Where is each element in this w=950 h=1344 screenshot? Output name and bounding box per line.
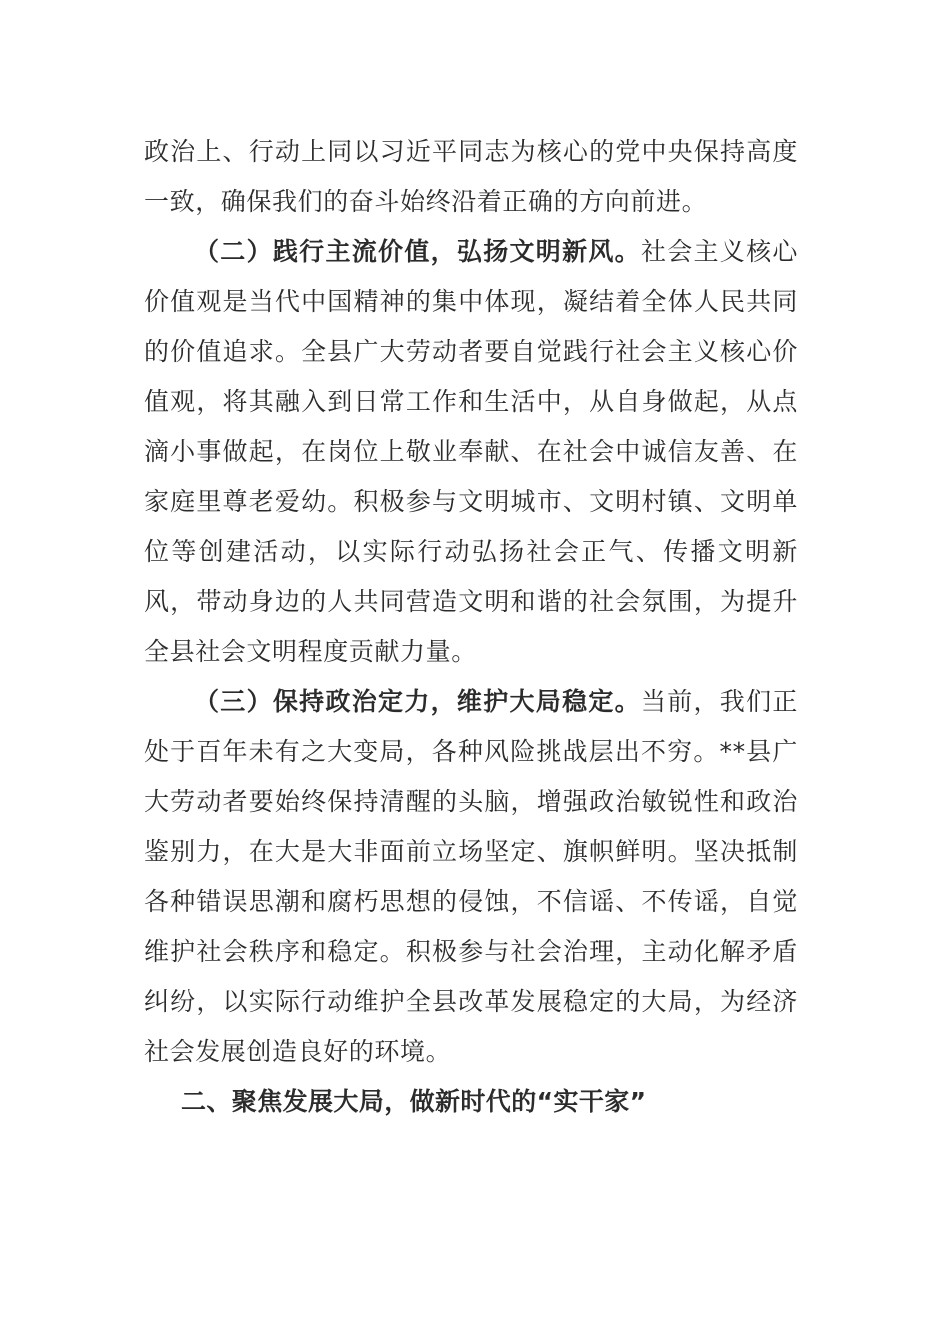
section-heading: 二、聚焦发展大局，做新时代的“实干家” bbox=[181, 1087, 647, 1116]
paragraph-heading: （三）保持政治定力，维护大局稳定。 bbox=[194, 687, 641, 716]
paragraph-text: 社会主义核心价值观是当代中国精神的集中体现，凝结着全体人民共同的价值追求。全县广大劳动者要自觉践行社会主义核心价值观，将其融入到日常工作和生活中，从自身做起，从点滴小事做起，在岗位上敬业奉献、在社会中诚信友善、在家庭里尊老爱幼。积极参与文明城市、文明村镇、文明单位等创建活动，以实际行动弘扬社会正气、传播文明新风，带动身边的人共同营造文明和谐的社会氛围，为提升全县社会文明程度贡献力量。 bbox=[144, 237, 798, 666]
paragraph-practice-values bbox=[144, 227, 798, 677]
paragraph-heading: （二）践行主流价值，弘扬文明新风。 bbox=[194, 237, 641, 266]
paragraph-continuation bbox=[144, 127, 798, 227]
paragraph-text: 当前，我们正处于百年未有之大变局，各种风险挑战层出不穷。**县广大劳动者要始终保持清醒的头脑，增强政治敏锐性和政治鉴别力，在大是大非面前立场坚定、旗帜鲜明。坚决抵制各种错误思潮和腐朽思想的侵蚀，不信谣、不传谣，自觉维护社会秩序和稳定。积极参与社会治理，主动化解矛盾纠纷，以实际行动维护全县改革发展稳定的大局，为经济社会发展创造良好的环境。 bbox=[144, 687, 798, 1066]
document-body bbox=[144, 127, 798, 1127]
paragraph-political-stability bbox=[144, 677, 798, 1077]
paragraph-text: 政治上、行动上同以习近平同志为核心的党中央保持高度一致，确保我们的奋斗始终沿着正确的方向前进。 bbox=[144, 137, 798, 216]
